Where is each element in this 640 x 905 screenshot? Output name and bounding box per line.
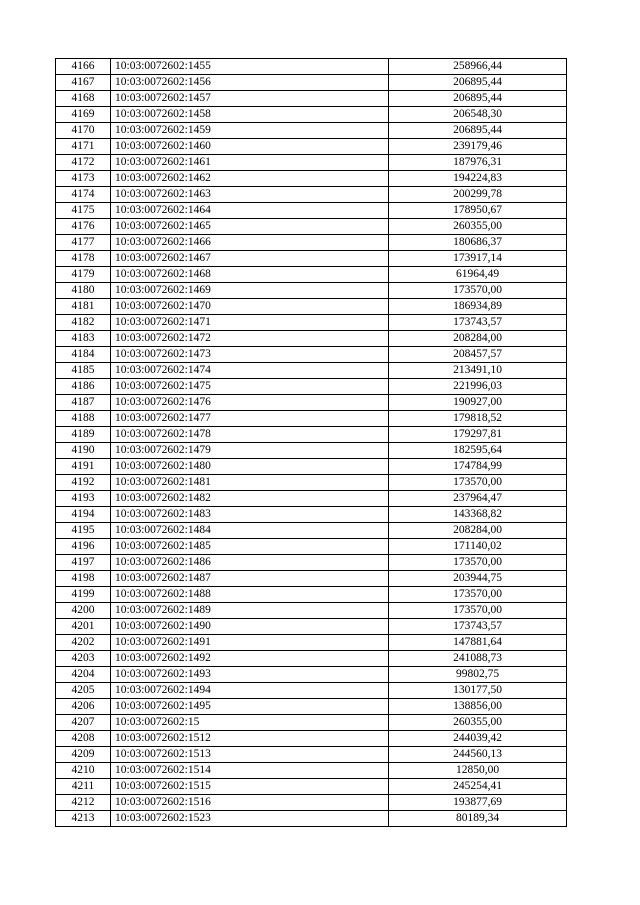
- cadastral-number-cell: 10:03:0072602:1456: [111, 75, 389, 91]
- cadastral-number-cell: 10:03:0072602:1492: [111, 651, 389, 667]
- cadastral-number-cell: 10:03:0072602:1465: [111, 219, 389, 235]
- table-row: [56, 331, 567, 347]
- row-number-cell: 4206: [56, 699, 111, 715]
- cadastral-number-cell: 10:03:0072602:1469: [111, 283, 389, 299]
- table-row: [56, 635, 567, 651]
- row-number-cell: 4175: [56, 203, 111, 219]
- cadastral-value-cell: 173570,00: [389, 475, 567, 491]
- table-row: [56, 603, 567, 619]
- cadastral-value-cell: 130177,50: [389, 683, 567, 699]
- cadastral-number-cell: 10:03:0072602:1514: [111, 763, 389, 779]
- row-number-cell: 4180: [56, 283, 111, 299]
- row-number-cell: 4201: [56, 619, 111, 635]
- row-number-cell: 4205: [56, 683, 111, 699]
- table-row: [56, 299, 567, 315]
- cadastral-value-cell: 194224,83: [389, 171, 567, 187]
- row-number-cell: 4186: [56, 379, 111, 395]
- cadastral-number-cell: 10:03:0072602:1459: [111, 123, 389, 139]
- cadastral-value-cell: 80189,34: [389, 811, 567, 827]
- cadastral-number-cell: 10:03:0072602:1495: [111, 699, 389, 715]
- cadastral-value-cell: 260355,00: [389, 715, 567, 731]
- table-row: [56, 155, 567, 171]
- row-number-cell: 4176: [56, 219, 111, 235]
- table-row: [56, 59, 567, 75]
- row-number-cell: 4166: [56, 59, 111, 75]
- cadastral-value-cell: 179818,52: [389, 411, 567, 427]
- cadastral-value-cell: 173743,57: [389, 315, 567, 331]
- row-number-cell: 4182: [56, 315, 111, 331]
- cadastral-value-cell: 173917,14: [389, 251, 567, 267]
- row-number-cell: 4194: [56, 507, 111, 523]
- cadastral-number-cell: 10:03:0072602:1489: [111, 603, 389, 619]
- table-row: [56, 587, 567, 603]
- table-row: [56, 123, 567, 139]
- row-number-cell: 4191: [56, 459, 111, 475]
- row-number-cell: 4189: [56, 427, 111, 443]
- cadastral-number-cell: 10:03:0072602:1475: [111, 379, 389, 395]
- cadastral-value-cell: 173570,00: [389, 587, 567, 603]
- cadastral-value-cell: 178950,67: [389, 203, 567, 219]
- row-number-cell: 4202: [56, 635, 111, 651]
- table-row: [56, 235, 567, 251]
- row-number-cell: 4197: [56, 555, 111, 571]
- row-number-cell: 4213: [56, 811, 111, 827]
- cadastral-number-cell: 10:03:0072602:1461: [111, 155, 389, 171]
- cadastral-number-cell: 10:03:0072602:1493: [111, 667, 389, 683]
- table-row: [56, 379, 567, 395]
- cadastral-number-cell: 10:03:0072602:1463: [111, 187, 389, 203]
- cadastral-value-cell: 203944,75: [389, 571, 567, 587]
- row-number-cell: 4173: [56, 171, 111, 187]
- cadastral-value-cell: 260355,00: [389, 219, 567, 235]
- cadastral-value-cell: 99802,75: [389, 667, 567, 683]
- cadastral-number-cell: 10:03:0072602:1515: [111, 779, 389, 795]
- cadastral-number-cell: 10:03:0072602:1470: [111, 299, 389, 315]
- table-row: [56, 91, 567, 107]
- table-row: [56, 219, 567, 235]
- table-row: [56, 203, 567, 219]
- row-number-cell: 4185: [56, 363, 111, 379]
- cadastral-value-cell: 239179,46: [389, 139, 567, 155]
- cadastral-value-cell: 138856,00: [389, 699, 567, 715]
- row-number-cell: 4178: [56, 251, 111, 267]
- cadastral-number-cell: 10:03:0072602:1464: [111, 203, 389, 219]
- cadastral-value-cell: 171140,02: [389, 539, 567, 555]
- row-number-cell: 4167: [56, 75, 111, 91]
- cadastral-number-cell: 10:03:0072602:1468: [111, 267, 389, 283]
- cadastral-value-cell: 173570,00: [389, 603, 567, 619]
- cadastral-value-cell: 173743,57: [389, 619, 567, 635]
- cadastral-number-cell: 10:03:0072602:1512: [111, 731, 389, 747]
- cadastral-value-cell: 190927,00: [389, 395, 567, 411]
- cadastral-number-cell: 10:03:0072602:1455: [111, 59, 389, 75]
- table-row: [56, 731, 567, 747]
- cadastral-number-cell: 10:03:0072602:1476: [111, 395, 389, 411]
- table-row: [56, 779, 567, 795]
- row-number-cell: 4170: [56, 123, 111, 139]
- table-row: [56, 795, 567, 811]
- cadastral-value-cell: 186934,89: [389, 299, 567, 315]
- table-row: [56, 251, 567, 267]
- table-row: [56, 699, 567, 715]
- cadastral-number-cell: 10:03:0072602:1513: [111, 747, 389, 763]
- cadastral-number-cell: 10:03:0072602:1473: [111, 347, 389, 363]
- cadastral-number-cell: 10:03:0072602:1457: [111, 91, 389, 107]
- cadastral-value-cell: 174784,99: [389, 459, 567, 475]
- row-number-cell: 4187: [56, 395, 111, 411]
- cadastral-number-cell: 10:03:0072602:1477: [111, 411, 389, 427]
- cadastral-value-table: [55, 58, 567, 827]
- table-row: [56, 411, 567, 427]
- cadastral-number-cell: 10:03:0072602:1491: [111, 635, 389, 651]
- cadastral-value-cell: 244039,42: [389, 731, 567, 747]
- row-number-cell: 4212: [56, 795, 111, 811]
- cadastral-number-cell: 10:03:0072602:1488: [111, 587, 389, 603]
- cadastral-number-cell: 10:03:0072602:1486: [111, 555, 389, 571]
- row-number-cell: 4203: [56, 651, 111, 667]
- row-number-cell: 4196: [56, 539, 111, 555]
- row-number-cell: 4190: [56, 443, 111, 459]
- row-number-cell: 4200: [56, 603, 111, 619]
- row-number-cell: 4172: [56, 155, 111, 171]
- cadastral-value-cell: 147881,64: [389, 635, 567, 651]
- cadastral-value-cell: 206548,30: [389, 107, 567, 123]
- table-row: [56, 571, 567, 587]
- table-row: [56, 267, 567, 283]
- table-row: [56, 747, 567, 763]
- table-row: [56, 507, 567, 523]
- table-row: [56, 667, 567, 683]
- cadastral-value-cell: 187976,31: [389, 155, 567, 171]
- table-row: [56, 475, 567, 491]
- cadastral-value-cell: 208284,00: [389, 331, 567, 347]
- table-row: [56, 811, 567, 827]
- table-row: [56, 523, 567, 539]
- cadastral-value-cell: 221996,03: [389, 379, 567, 395]
- table-row: [56, 683, 567, 699]
- cadastral-value-cell: 258966,44: [389, 59, 567, 75]
- cadastral-value-cell: 179297,81: [389, 427, 567, 443]
- table-row: [56, 763, 567, 779]
- cadastral-number-cell: 10:03:0072602:1490: [111, 619, 389, 635]
- table-row: [56, 427, 567, 443]
- table-body: [56, 59, 567, 827]
- cadastral-value-cell: 237964,47: [389, 491, 567, 507]
- row-number-cell: 4198: [56, 571, 111, 587]
- row-number-cell: 4188: [56, 411, 111, 427]
- row-number-cell: 4184: [56, 347, 111, 363]
- cadastral-value-cell: 206895,44: [389, 123, 567, 139]
- table-row: [56, 619, 567, 635]
- table-row: [56, 171, 567, 187]
- row-number-cell: 4195: [56, 523, 111, 539]
- table-row: [56, 651, 567, 667]
- row-number-cell: 4171: [56, 139, 111, 155]
- row-number-cell: 4209: [56, 747, 111, 763]
- row-number-cell: 4183: [56, 331, 111, 347]
- table-row: [56, 139, 567, 155]
- cadastral-number-cell: 10:03:0072602:1487: [111, 571, 389, 587]
- row-number-cell: 4192: [56, 475, 111, 491]
- table-row: [56, 347, 567, 363]
- cadastral-number-cell: 10:03:0072602:1484: [111, 523, 389, 539]
- cadastral-number-cell: 10:03:0072602:1466: [111, 235, 389, 251]
- cadastral-number-cell: 10:03:0072602:1523: [111, 811, 389, 827]
- row-number-cell: 4177: [56, 235, 111, 251]
- cadastral-value-cell: 173570,00: [389, 555, 567, 571]
- table-row: [56, 459, 567, 475]
- cadastral-number-cell: 10:03:0072602:1467: [111, 251, 389, 267]
- row-number-cell: 4179: [56, 267, 111, 283]
- cadastral-number-cell: 10:03:0072602:15: [111, 715, 389, 731]
- row-number-cell: 4210: [56, 763, 111, 779]
- cadastral-value-cell: 241088,73: [389, 651, 567, 667]
- cadastral-number-cell: 10:03:0072602:1462: [111, 171, 389, 187]
- row-number-cell: 4211: [56, 779, 111, 795]
- cadastral-value-cell: 206895,44: [389, 75, 567, 91]
- cadastral-number-cell: 10:03:0072602:1516: [111, 795, 389, 811]
- table-row: [56, 443, 567, 459]
- cadastral-number-cell: 10:03:0072602:1471: [111, 315, 389, 331]
- cadastral-number-cell: 10:03:0072602:1481: [111, 475, 389, 491]
- table-row: [56, 491, 567, 507]
- table-row: [56, 555, 567, 571]
- cadastral-value-cell: 173570,00: [389, 283, 567, 299]
- row-number-cell: 4193: [56, 491, 111, 507]
- cadastral-value-cell: 208457,57: [389, 347, 567, 363]
- cadastral-value-cell: 245254,41: [389, 779, 567, 795]
- row-number-cell: 4169: [56, 107, 111, 123]
- table-row: [56, 75, 567, 91]
- table-row: [56, 315, 567, 331]
- table-row: [56, 187, 567, 203]
- row-number-cell: 4207: [56, 715, 111, 731]
- table-row: [56, 283, 567, 299]
- cadastral-number-cell: 10:03:0072602:1478: [111, 427, 389, 443]
- row-number-cell: 4168: [56, 91, 111, 107]
- cadastral-value-cell: 208284,00: [389, 523, 567, 539]
- cadastral-value-cell: 206895,44: [389, 91, 567, 107]
- cadastral-number-cell: 10:03:0072602:1472: [111, 331, 389, 347]
- row-number-cell: 4181: [56, 299, 111, 315]
- table-row: [56, 539, 567, 555]
- table-row: [56, 395, 567, 411]
- cadastral-number-cell: 10:03:0072602:1458: [111, 107, 389, 123]
- cadastral-value-cell: 61964,49: [389, 267, 567, 283]
- table-row: [56, 363, 567, 379]
- cadastral-value-cell: 143368,82: [389, 507, 567, 523]
- cadastral-value-cell: 12850,00: [389, 763, 567, 779]
- cadastral-number-cell: 10:03:0072602:1494: [111, 683, 389, 699]
- cadastral-value-cell: 182595,64: [389, 443, 567, 459]
- cadastral-value-cell: 213491,10: [389, 363, 567, 379]
- row-number-cell: 4208: [56, 731, 111, 747]
- cadastral-number-cell: 10:03:0072602:1474: [111, 363, 389, 379]
- cadastral-number-cell: 10:03:0072602:1483: [111, 507, 389, 523]
- cadastral-number-cell: 10:03:0072602:1485: [111, 539, 389, 555]
- row-number-cell: 4204: [56, 667, 111, 683]
- cadastral-number-cell: 10:03:0072602:1479: [111, 443, 389, 459]
- cadastral-number-cell: 10:03:0072602:1482: [111, 491, 389, 507]
- cadastral-value-cell: 193877,69: [389, 795, 567, 811]
- row-number-cell: 4174: [56, 187, 111, 203]
- table-row: [56, 715, 567, 731]
- cadastral-value-cell: 180686,37: [389, 235, 567, 251]
- table-row: [56, 107, 567, 123]
- row-number-cell: 4199: [56, 587, 111, 603]
- cadastral-number-cell: 10:03:0072602:1460: [111, 139, 389, 155]
- cadastral-value-cell: 244560,13: [389, 747, 567, 763]
- cadastral-value-cell: 200299,78: [389, 187, 567, 203]
- cadastral-number-cell: 10:03:0072602:1480: [111, 459, 389, 475]
